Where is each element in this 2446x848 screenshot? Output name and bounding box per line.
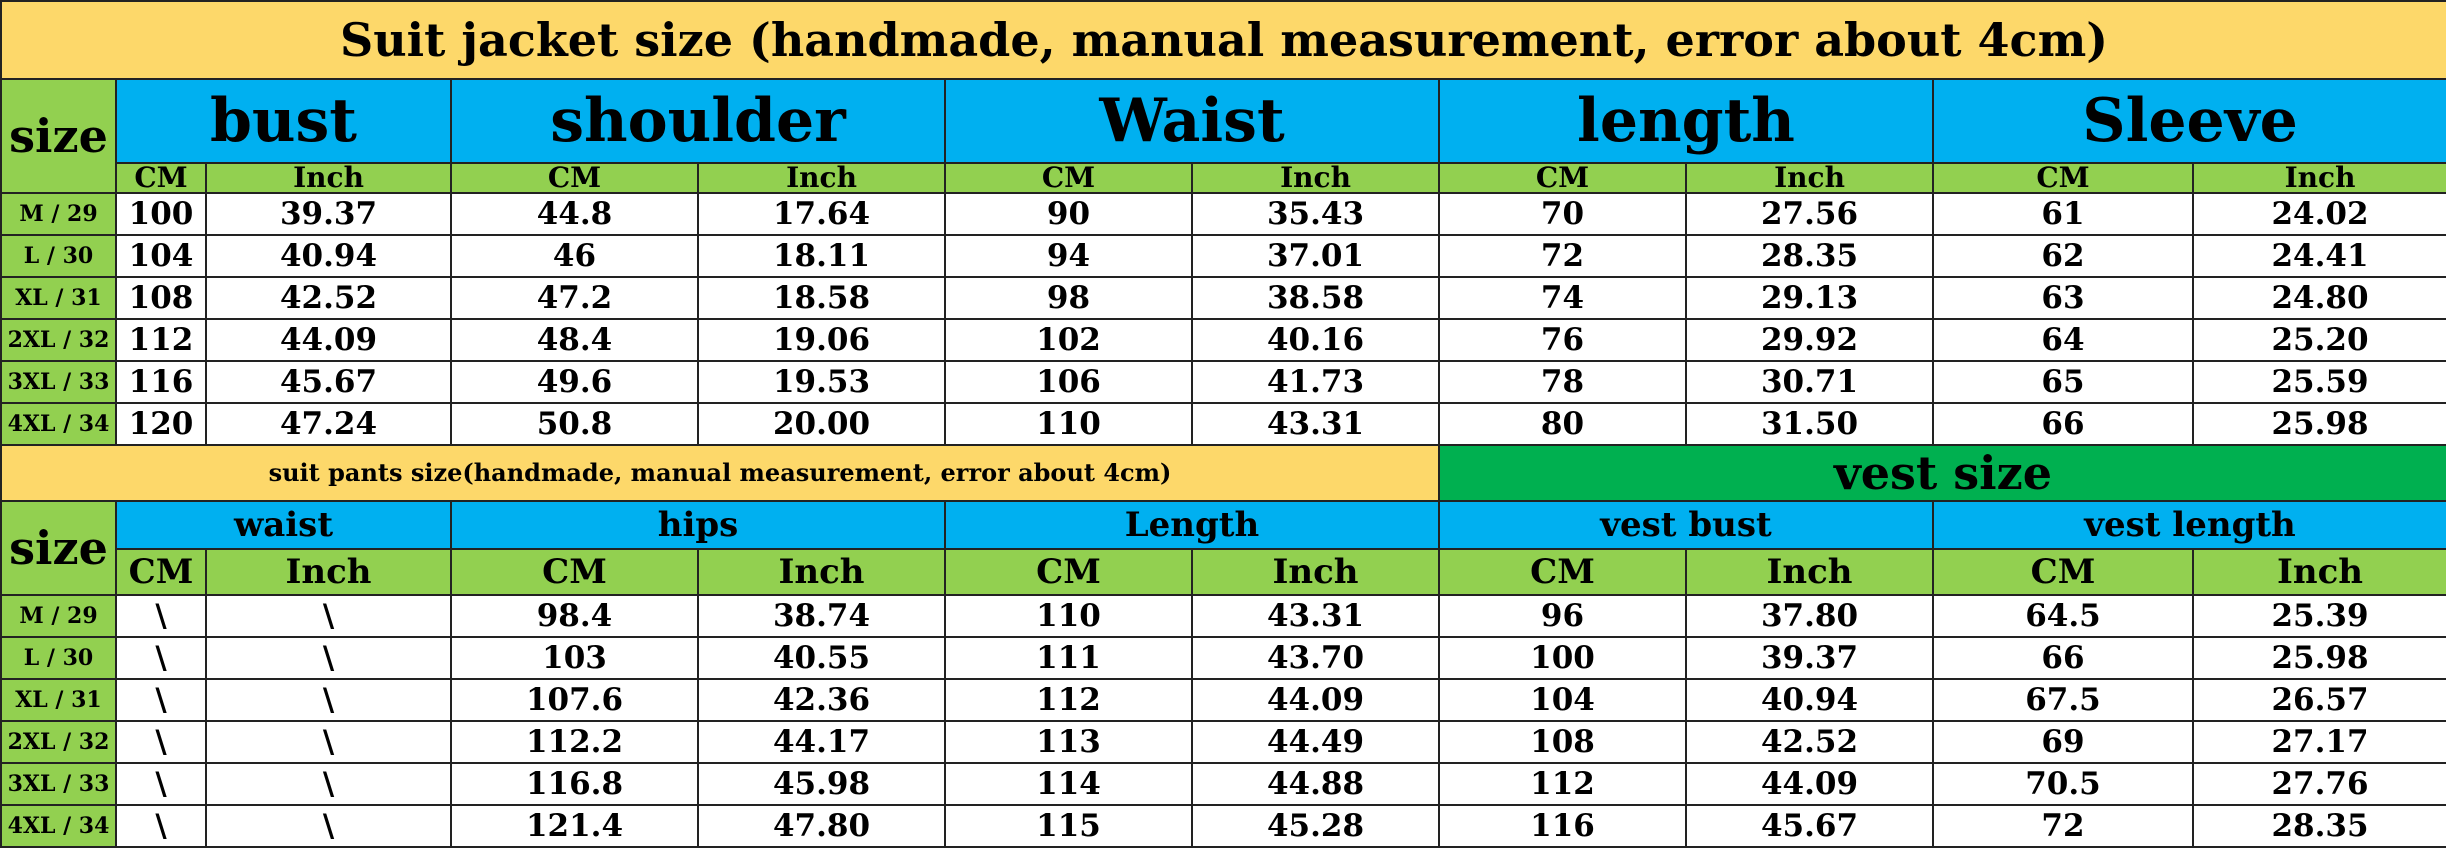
jacket-unit-label: CM (116, 163, 206, 193)
jacket-value-cell: 74 (1439, 277, 1686, 319)
jacket-size-cell: 2XL / 32 (1, 319, 116, 361)
vest-value-cell: 44.09 (1686, 763, 1933, 805)
jacket-value-cell: 100 (116, 193, 206, 235)
jacket-value-cell: 66 (1933, 403, 2193, 445)
jacket-value-cell: 47.2 (451, 277, 698, 319)
jacket-table-row (1, 235, 2446, 277)
vest-value-cell: 25.98 (2193, 637, 2446, 679)
jacket-size-cell: 4XL / 34 (1, 403, 116, 445)
jacket-value-cell: 20.00 (698, 403, 945, 445)
bottom-unit-label: Inch (206, 549, 451, 595)
bottom-unit-label: Inch (1192, 549, 1439, 595)
jacket-value-cell: 63 (1933, 277, 2193, 319)
jacket-value-cell: 64 (1933, 319, 2193, 361)
vest-value-cell: 112 (1439, 763, 1686, 805)
jacket-value-cell: 104 (116, 235, 206, 277)
vest-value-cell: 100 (1439, 637, 1686, 679)
pants-value-cell: \ (206, 721, 451, 763)
jacket-value-cell: 40.94 (206, 235, 451, 277)
jacket-value-cell: 37.01 (1192, 235, 1439, 277)
jacket-table-row (1, 277, 2446, 319)
pants-value-cell: 121.4 (451, 805, 698, 847)
vest-value-cell: 28.35 (2193, 805, 2446, 847)
pants-header: Length (945, 501, 1439, 549)
vest-value-cell: 69 (1933, 721, 2193, 763)
jacket-size-cell: XL / 31 (1, 277, 116, 319)
pants-value-cell: 113 (945, 721, 1192, 763)
pants-value-cell: 103 (451, 637, 698, 679)
pants-header: waist (116, 501, 451, 549)
jacket-value-cell: 47.24 (206, 403, 451, 445)
pants-value-cell: \ (116, 679, 206, 721)
pants-vest-table-row (1, 805, 2446, 847)
jacket-value-cell: 19.53 (698, 361, 945, 403)
jacket-unit-label: CM (1439, 163, 1686, 193)
jacket-unit-label: Inch (1686, 163, 1933, 193)
pants-value-cell: 43.31 (1192, 595, 1439, 637)
jacket-value-cell: 25.98 (2193, 403, 2446, 445)
jacket-value-cell: 44.09 (206, 319, 451, 361)
pants-value-cell: \ (116, 763, 206, 805)
jacket-value-cell: 62 (1933, 235, 2193, 277)
jacket-unit-label: CM (1933, 163, 2193, 193)
jacket-unit-label: CM (945, 163, 1192, 193)
pants-value-cell: 44.49 (1192, 721, 1439, 763)
pants-value-cell: 115 (945, 805, 1192, 847)
vest-value-cell: 104 (1439, 679, 1686, 721)
bottom-unit-label: Inch (1686, 549, 1933, 595)
jacket-value-cell: 116 (116, 361, 206, 403)
vest-header: vest length (1933, 501, 2446, 549)
pants-vest-table-row (1, 763, 2446, 805)
jacket-value-cell: 24.41 (2193, 235, 2446, 277)
jacket-value-cell: 30.71 (1686, 361, 1933, 403)
pants-vest-header-row (1, 501, 2446, 549)
jacket-unit-label: Inch (1192, 163, 1439, 193)
jacket-header: Sleeve (1933, 79, 2446, 163)
jacket-value-cell: 24.02 (2193, 193, 2446, 235)
jacket-unit-label: Inch (2193, 163, 2446, 193)
jacket-header: bust (116, 79, 451, 163)
pants-title: suit pants size(handmade, manual measurement, error about 4cm) (1, 445, 1439, 501)
vest-value-cell: 40.94 (1686, 679, 1933, 721)
jacket-table-row (1, 361, 2446, 403)
pants-value-cell: \ (206, 679, 451, 721)
pants-vest-table-row (1, 679, 2446, 721)
vest-value-cell: 25.39 (2193, 595, 2446, 637)
vest-value-cell: 39.37 (1686, 637, 1933, 679)
jacket-value-cell: 44.8 (451, 193, 698, 235)
jacket-value-cell: 102 (945, 319, 1192, 361)
jacket-value-cell: 25.59 (2193, 361, 2446, 403)
jacket-value-cell: 38.58 (1192, 277, 1439, 319)
pants-header: hips (451, 501, 945, 549)
jacket-value-cell: 49.6 (451, 361, 698, 403)
vest-value-cell: 26.57 (2193, 679, 2446, 721)
vest-value-cell: 27.17 (2193, 721, 2446, 763)
pants-vest-table-row (1, 637, 2446, 679)
jacket-header: Waist (945, 79, 1439, 163)
jacket-value-cell: 65 (1933, 361, 2193, 403)
pants-value-cell: 43.70 (1192, 637, 1439, 679)
jacket-header: length (1439, 79, 1933, 163)
pants-value-cell: 42.36 (698, 679, 945, 721)
size-chart-body (1, 1, 2446, 847)
jacket-size-label: size (1, 79, 116, 193)
pants-value-cell: 112.2 (451, 721, 698, 763)
jacket-value-cell: 78 (1439, 361, 1686, 403)
jacket-value-cell: 120 (116, 403, 206, 445)
pants-vest-unit-row (1, 549, 2446, 595)
jacket-value-cell: 28.35 (1686, 235, 1933, 277)
pants-value-cell: 44.09 (1192, 679, 1439, 721)
jacket-value-cell: 110 (945, 403, 1192, 445)
pants-value-cell: 47.80 (698, 805, 945, 847)
vest-value-cell: 45.67 (1686, 805, 1933, 847)
jacket-unit-label: CM (451, 163, 698, 193)
vest-value-cell: 72 (1933, 805, 2193, 847)
jacket-value-cell: 80 (1439, 403, 1686, 445)
jacket-value-cell: 76 (1439, 319, 1686, 361)
pants-size-label: size (1, 501, 116, 595)
jacket-value-cell: 106 (945, 361, 1192, 403)
vest-value-cell: 66 (1933, 637, 2193, 679)
pants-value-cell: \ (116, 805, 206, 847)
jacket-title: Suit jacket size (handmade, manual measurement, error about 4cm) (1, 1, 2446, 79)
jacket-table-row (1, 319, 2446, 361)
jacket-value-cell: 18.11 (698, 235, 945, 277)
jacket-value-cell: 108 (116, 277, 206, 319)
jacket-value-cell: 40.16 (1192, 319, 1439, 361)
pants-size-cell: 2XL / 32 (1, 721, 116, 763)
jacket-value-cell: 29.92 (1686, 319, 1933, 361)
jacket-value-cell: 24.80 (2193, 277, 2446, 319)
vest-value-cell: 37.80 (1686, 595, 1933, 637)
pants-value-cell: 45.28 (1192, 805, 1439, 847)
bottom-unit-label: CM (1439, 549, 1686, 595)
jacket-value-cell: 29.13 (1686, 277, 1933, 319)
jacket-unit-label: Inch (206, 163, 451, 193)
pants-size-cell: 3XL / 33 (1, 763, 116, 805)
jacket-value-cell: 94 (945, 235, 1192, 277)
pants-value-cell: \ (116, 595, 206, 637)
jacket-value-cell: 25.20 (2193, 319, 2446, 361)
pants-value-cell: \ (116, 721, 206, 763)
section-title-row (1, 445, 2446, 501)
jacket-value-cell: 43.31 (1192, 403, 1439, 445)
jacket-value-cell: 72 (1439, 235, 1686, 277)
pants-value-cell: 110 (945, 595, 1192, 637)
jacket-value-cell: 98 (945, 277, 1192, 319)
jacket-value-cell: 27.56 (1686, 193, 1933, 235)
pants-value-cell: 44.88 (1192, 763, 1439, 805)
jacket-value-cell: 17.64 (698, 193, 945, 235)
pants-value-cell: 44.17 (698, 721, 945, 763)
jacket-title-row (1, 1, 2446, 79)
pants-size-cell: M / 29 (1, 595, 116, 637)
bottom-unit-label: CM (451, 549, 698, 595)
jacket-value-cell: 42.52 (206, 277, 451, 319)
pants-size-cell: L / 30 (1, 637, 116, 679)
jacket-header-row (1, 79, 2446, 163)
pants-value-cell: 116.8 (451, 763, 698, 805)
jacket-value-cell: 61 (1933, 193, 2193, 235)
jacket-value-cell: 70 (1439, 193, 1686, 235)
jacket-value-cell: 35.43 (1192, 193, 1439, 235)
jacket-size-cell: M / 29 (1, 193, 116, 235)
jacket-value-cell: 45.67 (206, 361, 451, 403)
pants-value-cell: 112 (945, 679, 1192, 721)
pants-size-cell: 4XL / 34 (1, 805, 116, 847)
jacket-value-cell: 41.73 (1192, 361, 1439, 403)
vest-value-cell: 70.5 (1933, 763, 2193, 805)
vest-value-cell: 64.5 (1933, 595, 2193, 637)
pants-size-cell: XL / 31 (1, 679, 116, 721)
pants-value-cell: \ (206, 595, 451, 637)
pants-value-cell: 45.98 (698, 763, 945, 805)
pants-value-cell: 114 (945, 763, 1192, 805)
jacket-value-cell: 19.06 (698, 319, 945, 361)
bottom-unit-label: CM (116, 549, 206, 595)
jacket-size-cell: L / 30 (1, 235, 116, 277)
jacket-value-cell: 46 (451, 235, 698, 277)
jacket-value-cell: 31.50 (1686, 403, 1933, 445)
jacket-unit-row (1, 163, 2446, 193)
vest-value-cell: 96 (1439, 595, 1686, 637)
jacket-value-cell: 39.37 (206, 193, 451, 235)
jacket-value-cell: 48.4 (451, 319, 698, 361)
vest-value-cell: 67.5 (1933, 679, 2193, 721)
vest-value-cell: 108 (1439, 721, 1686, 763)
vest-value-cell: 27.76 (2193, 763, 2446, 805)
pants-value-cell: \ (206, 637, 451, 679)
vest-value-cell: 42.52 (1686, 721, 1933, 763)
jacket-unit-label: Inch (698, 163, 945, 193)
vest-title: vest size (1439, 445, 2446, 501)
pants-value-cell: 111 (945, 637, 1192, 679)
pants-vest-table-row (1, 721, 2446, 763)
jacket-value-cell: 50.8 (451, 403, 698, 445)
pants-value-cell: 40.55 (698, 637, 945, 679)
bottom-unit-label: CM (1933, 549, 2193, 595)
jacket-value-cell: 18.58 (698, 277, 945, 319)
pants-value-cell: \ (206, 763, 451, 805)
pants-value-cell: \ (206, 805, 451, 847)
pants-value-cell: 98.4 (451, 595, 698, 637)
vest-header: vest bust (1439, 501, 1933, 549)
bottom-unit-label: CM (945, 549, 1192, 595)
jacket-table-row (1, 193, 2446, 235)
pants-vest-table-row (1, 595, 2446, 637)
bottom-unit-label: Inch (2193, 549, 2446, 595)
pants-value-cell: 38.74 (698, 595, 945, 637)
pants-value-cell: \ (116, 637, 206, 679)
jacket-value-cell: 90 (945, 193, 1192, 235)
jacket-table-row (1, 403, 2446, 445)
jacket-header: shoulder (451, 79, 945, 163)
bottom-unit-label: Inch (698, 549, 945, 595)
jacket-value-cell: 112 (116, 319, 206, 361)
vest-value-cell: 116 (1439, 805, 1686, 847)
jacket-size-cell: 3XL / 33 (1, 361, 116, 403)
pants-value-cell: 107.6 (451, 679, 698, 721)
